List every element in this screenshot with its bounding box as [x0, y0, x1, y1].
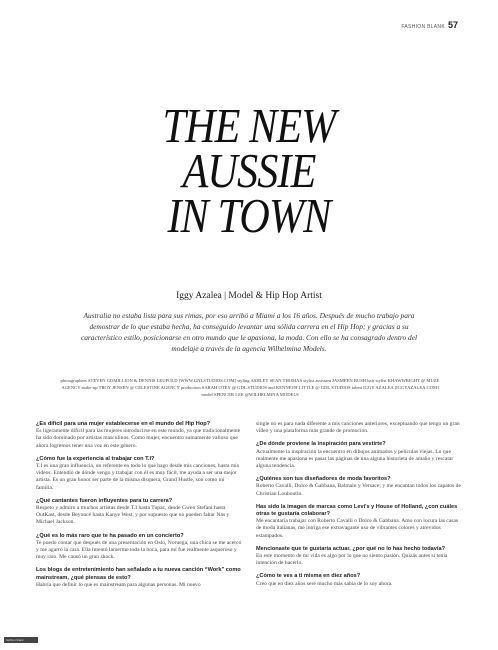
headline-line-1: THE NEW: [162, 98, 336, 153]
question: ¿Qué es lo más raro que te ha pasado en un concierto?: [36, 532, 184, 539]
answer: Es ligeramente difícil para las mujeres introducirse en este mundo, ya que tradicionalmente ha sido dominado por artistas masculinos. Como mujer, encuentro sumamente valioso que ahora logremos tener una voz en este género.: [36, 428, 241, 449]
qa-item: [256, 573, 462, 587]
headline-line-2: AUSSIE: [182, 143, 316, 198]
qa-item: [36, 567, 242, 589]
interview-body: [36, 421, 462, 595]
question: ¿Qué cantantes fueron influyentes para tu carrera?: [36, 497, 173, 504]
article-headline: [0, 98, 498, 243]
headline-line-3: IN TOWN: [167, 188, 331, 243]
question: ¿Cómo te ves a ti misma en diez años?: [256, 573, 361, 580]
answer: Me encantaría trabajar con Roberto Cavalli o Dolce & Gabbana. Amo con locura las casas de moda italianas, me intriga ese extravagante uso de vibrantes colores y atrevidos estampados.: [256, 518, 459, 539]
footer-tag: [4, 637, 38, 643]
photo-credits: photographers STEVEN GOMILLION & DENNIS LEUPOLD [WWW.GNLSTUDIOS.COM] styling ASHLEY SEAN THOMAS stylist assistant JASMEEN BUSH hair stylist KHAWWRIGHT @ MUZE AGENCY make-up TROY JENSEN @ CELESTINE AGENCY production SARAH OTEY @ GDL STUDIOS and KENNETH LITTLE @ GDL STUDIOS talent IGGY AZALEA [IGGYAZALEA.COM] model SPENCER LEE @WILHELMINA MODELS: [60, 378, 440, 397]
question: Has sido la imagen de marcas como Levi's y House of Holland, ¿con cuáles otras te gustaría colaborar?: [256, 503, 458, 518]
qa-item: [36, 498, 242, 527]
article-deck: Australia no estaba lista para sus rimas, por eso arribó a Miami a los 16 años. Después de mucho trabajo para demostrar de lo que estaba hecha, ha conseguido levantar una sólida carrera en el Hip Hop; y gracias a su característico estilo, posicionarse en otro mundo que le apasiona, la moda. Con ello se ha consagrado dentro del modelaje a través de la agencia Wilhelmina Models.: [80, 311, 418, 353]
question: ¿Quiénes son tus diseñadores de moda favoritos?: [256, 476, 391, 483]
qa-item: [36, 421, 242, 450]
answer: Roberto Cavalli, Dolce & Gabbana, Balmain y Versace; y me encantan todos los zapatos de Christian Louboutin.: [256, 483, 461, 497]
answer: Te puedo contar que después de una presentación en Oslo, Noruega, una chica se me acercó y me agarró la cara. Ella intentó lamerme toda la boca, para mí fue realmente asqueroso y muy raro. Me causó un gran shock.: [36, 539, 242, 561]
qa-item: [256, 421, 462, 435]
qa-item: [36, 533, 242, 562]
answer: T.I es una gran influencia, un referente en todo lo que hago desde mis canciones, hasta mis videos. Entendió de dónde vengo y trabajar con él es muy fácil, me ayuda a ser una mejor artista. Es un gran honor ser parte de la misma disquera, Grand Hustle, son como mi familia.: [36, 463, 239, 491]
answer: En este momento de mi vida es algo por lo que no siento pasión. Quizás antes si tenía intención de hacerlo.: [256, 553, 448, 567]
magazine-name: FASHION BLANK: [401, 24, 445, 30]
answer: Creo que en diez años seré mucho más sabia de lo soy ahora.: [256, 580, 393, 587]
qa-item: [256, 504, 462, 540]
left-column: [36, 421, 242, 595]
article-byline: Iggy Azalea | Model & Hip Hop Artist: [176, 291, 322, 301]
footer-tag-text: fashion blank: [6, 638, 24, 642]
question: ¿Es difícil para una mujer establecerse en el mundo del Hip Hop?: [36, 421, 211, 427]
question: Los blogs de entretenimiento han señalado a tu nueva canción “Work” como mainstream, ¿qué piensas de esto?: [36, 567, 241, 581]
page-folio: [401, 20, 458, 30]
question: ¿Cómo fue la experiencia al trabajar con T.I?: [36, 455, 155, 462]
qa-item: [36, 456, 242, 492]
answer: Actualmente la inspiración la encuentro en dibujos animados y películas viejas. Lo que realmente me apasiona es pasar las páginas de una alguna historieta de antaño y rescatar alguna tendencia.: [256, 448, 454, 470]
qa-item: [256, 546, 462, 568]
answer: Habría que definir lo que es mainstream para algunas personas. Mi nuevo: [36, 581, 201, 588]
answer: Respeto y admiro a muchos artistas desde T.I hasta Tupac, desde Gwen Stefani hasta OutKast, desde Beyoncé hasta Kanye West, y por supuesto que no pueden faltar Nas y Michael Jackson.: [36, 505, 230, 526]
qa-item: [256, 441, 462, 470]
page-number: 57: [447, 20, 458, 30]
question: ¿De dónde proviene la inspiración para vestirte?: [256, 441, 386, 448]
answer-continued: single no es para nada diferente a mis canciones anteriores, exceptuando que tengo un gran video y una plataforma más grande de promoción.: [256, 421, 460, 435]
question: Mencionaste que te gustaría actuar, ¿por qué no lo has hecho todavía?: [256, 545, 445, 552]
right-column: [256, 421, 462, 595]
qa-item: [256, 476, 462, 498]
